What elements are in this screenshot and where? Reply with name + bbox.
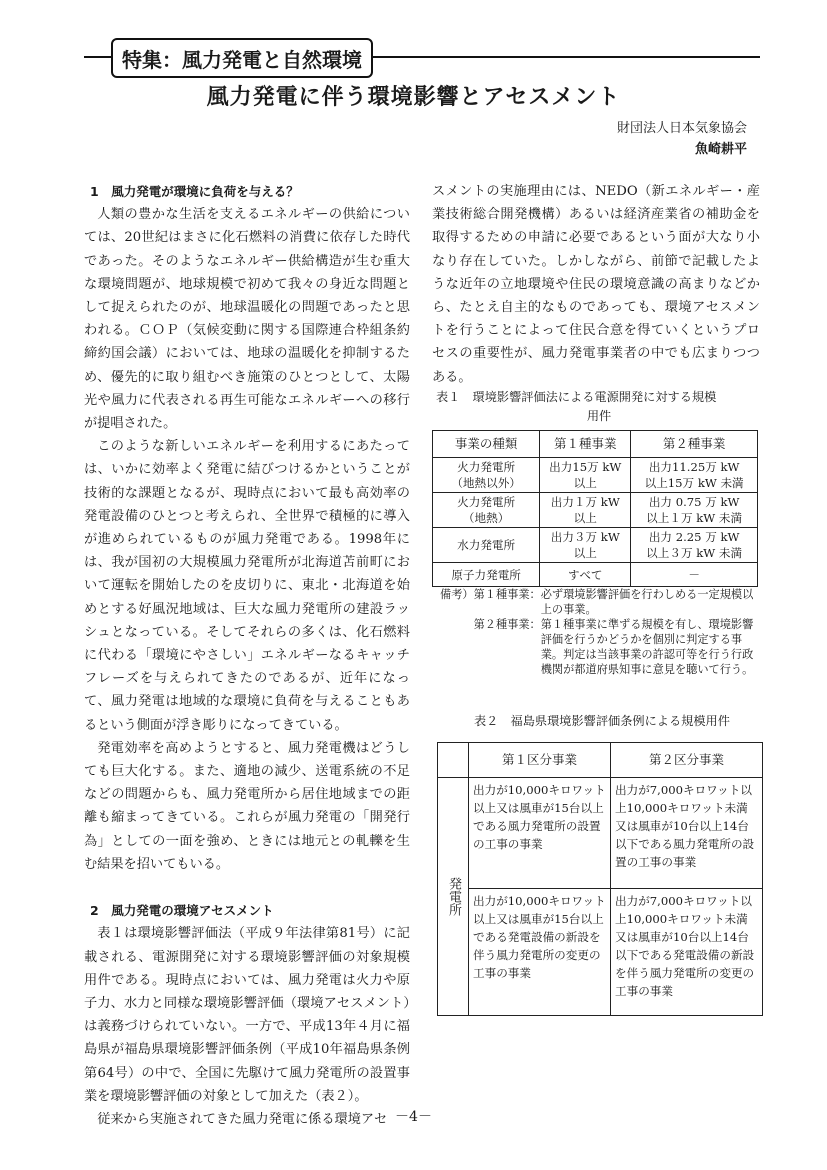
table-header-cell: 事業の種類: [433, 431, 540, 458]
table-header-cell: 第１区分事業: [469, 743, 611, 778]
paragraph: 表１は環境影響評価法（平成９年法律第81号）に記載される、電源開発に対する環境影響評価の対象規模用件である。現時点においては、風力発電は火力や原子力、水力と同様な環境影響評価（環境アセスメント）は義務づけられていない。一方で、平成13年４月に福島県が福島県環境影響評価条例（平成10年福島県条例第64号）の中で、全国に先駆けて風力発電所の設置事業を環境影響評価の対象として加えた（表２）。: [84, 926, 410, 1104]
table-cell: 火力発電所 （地熱）: [433, 493, 540, 528]
table-header-cell: 第２種事業: [631, 431, 758, 458]
table-cell: 出力が10,000キロワット以上又は風車が15台以上である風力発電所の設置の工事の事業: [469, 778, 611, 889]
table2: [437, 742, 763, 1016]
header-rule-left: [84, 56, 114, 58]
section2-heading: 2 風力発電の環境アセスメント: [90, 903, 274, 919]
table-cell: 出力が7,000キロワット以上10,000キロワット未満又は風車が10台以上14台以下である風力発電所の設置の工事の事業: [611, 778, 763, 889]
header-rule-right: [366, 56, 760, 58]
table-cell: 原子力発電所: [433, 563, 540, 587]
paragraph: スメントの実施理由には、NEDO（新エネルギー・産業技術総合開発機構）あるいは経済産業省の補助金を取得するための申請に必要であるという面が大なり小なり存在していた。しかしながら、前節で記載したような近年の立地環境や住民の環境意識の高まりなどから、たとえ自主的なものであっても、環境アセスメントを行うことによって住民合意を得ていくというプロセスの重要性が、風力発電事業者の中でも広まりつつある。: [432, 184, 760, 385]
table1: [432, 430, 758, 587]
table-cell: 出力15万 kW 以上: [540, 458, 631, 493]
paragraph: 従来から実施されてきた風力発電に係る環境アセ: [97, 1111, 388, 1127]
right-column: [432, 180, 760, 389]
table-row: [438, 778, 763, 889]
organization: 財団法人日本気象協会: [616, 121, 747, 136]
left-column: [84, 180, 410, 1131]
table-cell: 出力３万 kW 以上: [540, 528, 631, 563]
table-cell: 出力１万 kW 以上: [540, 493, 631, 528]
note-text: 第１種事業に準ずる規模を有し、環境影響評価を行うかどうかを個別に判定する事業。判定は当該事業の許認可等を行う行政機関が都道府県知事に意見を聴いて行う。: [540, 618, 754, 676]
table-cell: すべて: [540, 563, 631, 587]
table-cell: 火力発電所 （地熱以外）: [433, 458, 540, 493]
table-header-cell: 第２区分事業: [611, 743, 763, 778]
table2-caption: 表２ 福島県環境影響評価条例による規模用件: [474, 714, 730, 728]
table1-caption: [436, 388, 762, 426]
paragraph: 人類の豊かな生活を支えるエネルギーの供給については、20世紀はまさに化石燃料の消費に依存した時代であった。そのようなエネルギー供給構造が生む重大な環境問題が、地球規模で初めて我々の身近な問題として捉えられたのが、地球温暖化の問題であったと思われる。ＣＯＰ（気候変動に関する国際連合枠組条約締約国会議）においては、地球の温暖化を抑制するため、優先的に取り組むべき施策のひとつとして、太陽光や風力に代表される再生可能なエネルギーへの移行が提唱された。: [84, 207, 410, 432]
table1-caption-line2: 用件: [586, 409, 612, 423]
page-number: －4－: [395, 1109, 432, 1125]
table-row: [433, 493, 758, 528]
author: 魚崎耕平: [694, 142, 747, 157]
table-header-row: [438, 743, 763, 778]
row-header-cell: [438, 778, 469, 1016]
table-cell: 出力が7,000キロワット以上10,000キロワット未満又は風車が10台以上14台以下である発電設備の新設を伴う風力発電所の変更の工事の事業: [611, 889, 763, 1016]
table-cell: 出力が10,000キロワット以上又は風車が15台以上である発電設備の新設を伴う風力発電所の変更の工事の事業: [469, 889, 611, 1016]
note-label: 第２種事業：: [440, 618, 541, 631]
table-row: [433, 458, 758, 493]
table-header-row: [433, 431, 758, 458]
table-cell: 出力11.25万 kW 以上15万 kW 未満: [631, 458, 758, 493]
paragraph: 発電効率を高めようとすると、風力発電機はどうしても巨大化する。また、適地の減少、送電系統の不足などの問題からも、風力発電所から居住地域までの距離も縮まってきている。これらが風力発電の「開発行為」としての一面を強め、ときには地元との軋轢を生む結果を招いてもいる。: [84, 740, 410, 872]
section1-heading: 1 風力発電が環境に負荷を与える？: [90, 184, 299, 199]
table-cell: 出力 0.75 万 kW 以上１万 kW 未満: [631, 493, 758, 528]
table-corner-cell: [438, 743, 469, 778]
paragraph: このような新しいエネルギーを利用するにあたっては、いかに効率よく発電に結びつけるかということが技術的な課題となるが、現時点において最も高効率の発電設備のひとつと考えられ、全世界で積極的に導入が進められているものが風力発電である。1998年には、我が国初の大規模風力発電所が北海道苫前町において運転を開始したのを皮切りに、東北・北海道を始めとする好風況地域は、巨大な風力発電所の建設ラッシュとなっている。そしてそれらの多くは、化石燃料に代わる「環境にやさしい」エネルギーなるキャッチフレーズを与えられてきたのであるが、近年になって、風力発電は地域的な環境に負荷を与えることもあるという側面が浮き彫りになってきている。: [84, 439, 410, 733]
row-header-text: 発電所: [446, 877, 461, 916]
note-text: 必ず環境影響評価を行わしめる一定規模以上の事業。: [540, 588, 754, 616]
table-row: [433, 563, 758, 587]
table-cell: 出力 2.25 万 kW 以上３万 kW 未満: [631, 528, 758, 563]
table-row: [433, 528, 758, 563]
table-row: [438, 889, 763, 1016]
table-cell: 水力発電所: [433, 528, 540, 563]
table-cell: －: [631, 563, 758, 587]
table-header-cell: 第１種事業: [540, 431, 631, 458]
feature-label: 特集：風力発電と自然環境: [111, 38, 373, 78]
table1-notes: [440, 587, 762, 677]
article-title: 風力発電に伴う環境影響とアセスメント: [206, 85, 621, 110]
note-label: 備考）第１種事業：: [440, 588, 541, 601]
table1-caption-line1: 表１ 環境影響評価法による電源開発に対する規模: [436, 390, 717, 404]
